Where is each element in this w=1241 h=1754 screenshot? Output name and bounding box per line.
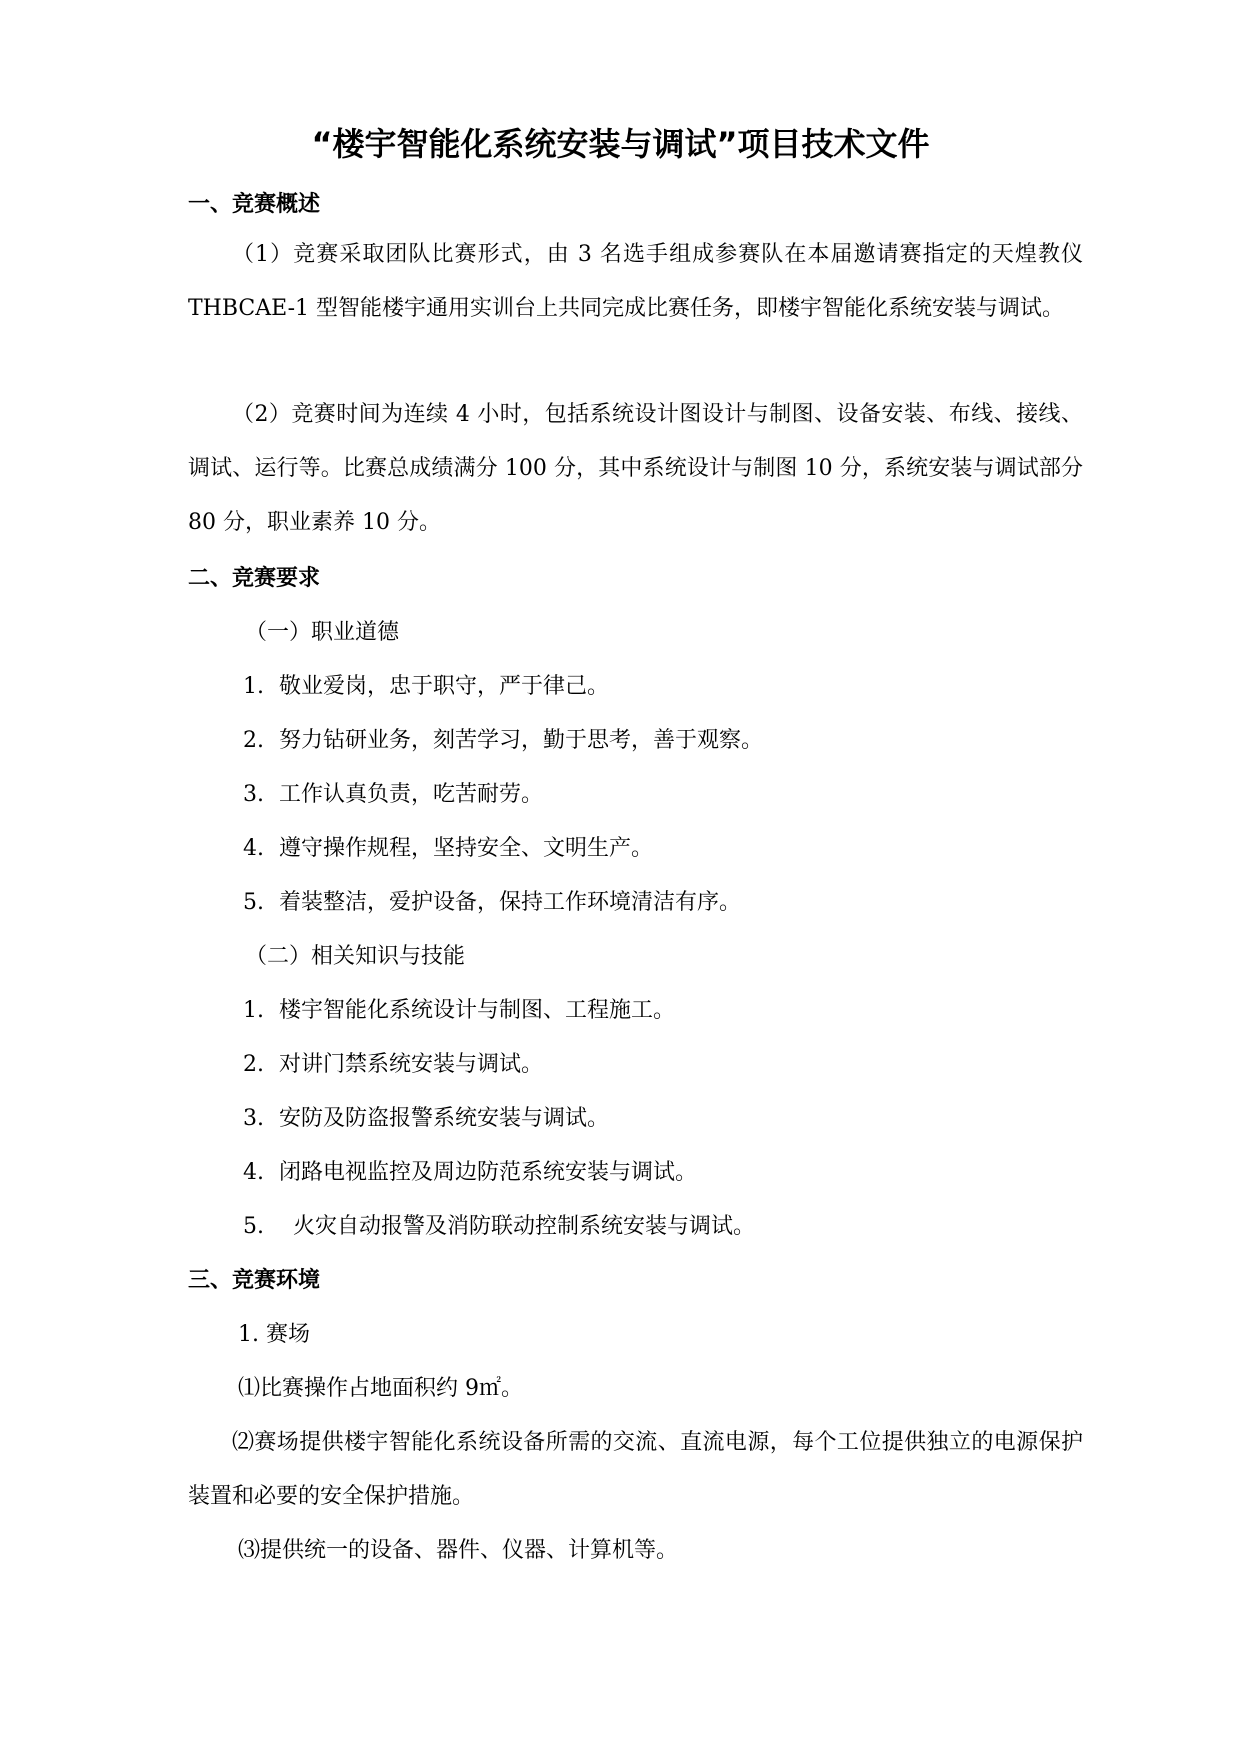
list-item [243,886,741,920]
list-item-text: 对讲门禁系统安装与调试。 [279,1052,544,1077]
list-item-text: 安防及防盗报警系统安装与调试。 [279,1106,610,1131]
venue-line-3: ⑶提供统一的设备、器件、仪器、计算机等。 [238,1538,679,1563]
section-heading-requirements: 二、竞赛要求 [188,566,321,591]
list-item [243,1048,543,1082]
list-item-text: 火灾自动报警及消防联动控制系统安装与调试。 [293,1214,756,1239]
list-item-number: 1. [243,998,264,1023]
section-heading-environment: 三、竞赛环境 [188,1268,321,1293]
overview-paragraph-1: （1）竞赛采取团队比赛形式，由 3 名选手组成参赛队在本届邀请赛指定的天煌教仪 THBCAE-1 型智能楼宇通用实训台上共同完成比赛任务，即楼宇智能化系统安装与调试。 [188,242,1083,321]
list-item-text: 努力钻研业务，刻苦学习，勤于思考，善于观察。 [279,728,764,753]
list-item-number: 5. [243,890,264,915]
subsection-venue: 1. 赛场 [238,1322,310,1347]
list-item-text: 工作认真负责，吃苦耐劳。 [279,782,544,807]
list-item [243,1156,697,1190]
venue-line-2: ⑵赛场提供楼宇智能化系统设备所需的交流、直流电源，每个工位提供独立的电源保护装置和必要的安全保护措施。 [188,1430,1083,1509]
list-item-number: 4. [243,836,264,861]
list-item [243,994,675,1028]
document-title: “楼宇智能化系统安装与调试”项目技术文件 [311,125,930,163]
list-item-number: 3. [243,1106,264,1131]
list-item-number: 2. [243,728,264,753]
list-item-number: 3. [243,782,264,807]
list-item-text: 敬业爱岗，忠于职守，严于律己。 [279,674,610,699]
venue-line-1: ⑴比赛操作占地面积约 9㎡。 [238,1376,523,1401]
list-item [243,724,763,758]
list-item-number: 2. [243,1052,264,1077]
list-item [243,670,609,704]
list-item-number: 5. [243,1214,264,1239]
list-item [243,1210,755,1244]
list-item-text: 闭路电视监控及周边防范系统安装与调试。 [279,1160,698,1185]
list-item [243,1102,609,1136]
section-heading-overview: 一、竞赛概述 [188,192,321,217]
list-item-number: 4. [243,1160,264,1185]
subsection-knowledge-skills: （二）相关知识与技能 [245,944,466,969]
list-item [243,778,543,812]
list-item-text: 遵守操作规程，坚持安全、文明生产。 [279,836,654,861]
list-item-number: 1. [243,674,264,699]
list-item-text: 着装整洁，爱护设备，保持工作环境清洁有序。 [279,890,742,915]
subsection-ethics: （一）职业道德 [245,620,400,645]
list-item [243,832,653,866]
overview-paragraph-2: （2）竞赛时间为连续 4 小时，包括系统设计图设计与制图、设备安装、布线、接线、调试、运行等。比赛总成绩满分 100 分，其中系统设计与制图 10 分，系统安装与调试部分 80 分，职业素养 10 分。 [188,402,1083,535]
list-item-text: 楼宇智能化系统设计与制图、工程施工。 [279,998,676,1023]
